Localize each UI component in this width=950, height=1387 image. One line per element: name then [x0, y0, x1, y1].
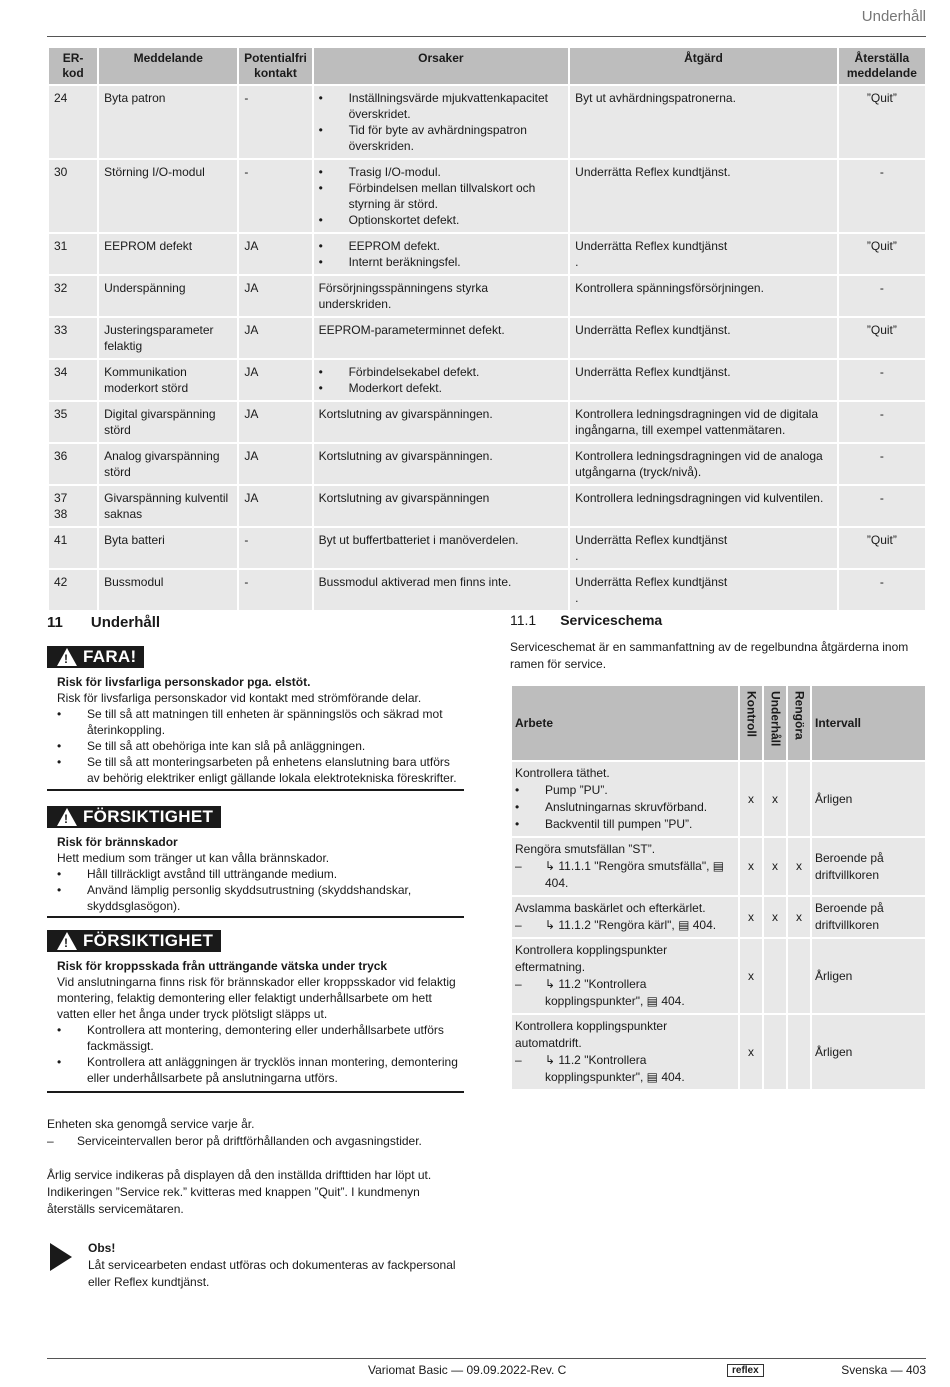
warning-title: Risk för brännskador: [57, 835, 178, 849]
cause-item: • EEPROM defekt.: [318, 239, 440, 253]
task-line: Kontrollera täthet.: [515, 766, 610, 780]
task-line: Kontrollera kopplingspunkter eftermatning.: [515, 943, 668, 974]
error-code-table: [47, 46, 927, 612]
table-row: [512, 897, 925, 937]
underhall-mark: x: [764, 762, 786, 836]
kontroll-mark: x: [740, 939, 762, 1013]
col-header-er-kod: ER-kod: [49, 48, 97, 84]
cause-text: Kortslutning av givarspänningen.: [318, 449, 493, 463]
warning-triangle-icon: !: [57, 932, 77, 950]
service-paragraph-1: Enheten ska genomgå service varje år.: [47, 1117, 255, 1131]
er-contact: JA: [239, 402, 311, 442]
subsection-title: Serviceschema: [560, 612, 663, 628]
er-reset: -: [839, 402, 925, 442]
er-code-cell: [49, 528, 97, 568]
table-row: [512, 939, 925, 1013]
er-code-cell: [49, 318, 97, 358]
er-causes: [314, 444, 569, 484]
warning-end-line: [47, 789, 464, 791]
footer-page: Svenska — 403: [841, 1363, 926, 1377]
task-cell: [512, 897, 738, 937]
cause-item: • Moderkort defekt.: [318, 381, 442, 395]
er-message: Justeringsparameter felaktig: [99, 318, 237, 358]
cause-item: • Förbindelsen mellan tillvalskort och styrning är störd.: [318, 181, 536, 211]
service-item: Serviceintervallen beror på driftförhållanden och avgasningstider.: [77, 1134, 422, 1148]
er-code: 33: [54, 323, 68, 337]
er-reset: ”Quit”: [839, 86, 925, 158]
service-schedule-intro: Serviceschemat är en sammanfattning av de regelbundna åtgärderna inom ramen för service.: [510, 640, 909, 671]
task-line: Rengöra smutsfällan ”ST”.: [515, 842, 656, 856]
er-action: [570, 444, 837, 484]
cause-item: • Inställningsvärde mjukvattenkapacitet överskridet.: [318, 91, 549, 121]
task-line: – ↳ 11.1.2 "Rengöra kärl", ▤ 404.: [515, 918, 717, 932]
rengora-mark: [788, 939, 810, 1013]
rengora-mark: x: [788, 897, 810, 937]
table-row: [512, 838, 925, 895]
col-header-meddelande: Meddelande: [99, 48, 237, 84]
warning-text: Vid anslutningarna finns risk för brännskador eller kroppsskador vid felaktig montering, felaktig demontering eller felaktigt underhållsarbete om hett vatten eller het ånga under tryck plötsligt släpps ut.: [57, 975, 456, 1021]
er-reset: -: [839, 486, 925, 526]
header-title: Underhåll: [861, 8, 926, 25]
er-message: Kommunikation moderkort störd: [99, 360, 237, 400]
section-11-1-heading: [510, 612, 662, 628]
cause-text: Kortslutning av givarspänningen: [318, 491, 490, 505]
er-code: 35: [54, 407, 68, 421]
cause-item: • Optionskortet defekt.: [318, 213, 460, 227]
er-contact: JA: [239, 318, 311, 358]
cause-item: • Förbindelsekabel defekt.: [318, 365, 480, 379]
table-row: [49, 402, 925, 442]
er-causes: [314, 234, 569, 274]
er-contact: JA: [239, 234, 311, 274]
col-header-aterstalla: Återställa meddelande: [839, 48, 925, 84]
action-text: Underrätta Reflex kundtjänst.: [575, 365, 731, 379]
task-cell: [512, 762, 738, 836]
error-table-header-row: [49, 48, 925, 84]
warning-block: [47, 806, 464, 914]
service-text: Enheten ska genomgå service varje år. – Serviceintervallen beror på driftförhållanden och avgasningstider. Årlig service indikeras på displayen då den inställda drifttiden har löpt ut. Indikeringen ”Service rek.” kvitteras med knappen ”Quit”. I kundmenyn återställs servicemätaren.: [47, 1116, 467, 1218]
er-action: [570, 528, 837, 568]
er-message: Underspänning: [99, 276, 237, 316]
warning-label: ! FÖRSIKTIGHET: [47, 806, 221, 828]
footer-doc: Variomat Basic — 09.09.2022-Rev. C: [368, 1363, 567, 1377]
action-text: Kontrollera ledningsdragningen vid de digitala ingångarna, till exempel vattenmätaren.: [575, 407, 818, 437]
er-code-cell: [49, 486, 97, 526]
er-message: Byta batteri: [99, 528, 237, 568]
warning-triangle-icon: !: [57, 648, 77, 666]
er-contact: -: [239, 528, 311, 568]
kontroll-mark: x: [740, 897, 762, 937]
er-contact: -: [239, 160, 311, 232]
warning-end-line: [47, 1091, 464, 1093]
col-header-kontroll: Kontroll: [740, 686, 762, 760]
table-row: [512, 1015, 925, 1089]
table-row: [512, 762, 925, 836]
er-reset: -: [839, 160, 925, 232]
note-title: Obs!: [88, 1241, 116, 1255]
er-code: 34: [54, 365, 68, 379]
cause-text: Bussmodul aktiverad men finns inte.: [318, 575, 512, 589]
note-arrow-icon: [50, 1243, 72, 1271]
er-action: [570, 86, 837, 158]
warning-title: Risk för livsfarliga personskador pga. elstöt.: [57, 675, 311, 689]
col-header-kontakt: Potentialfri kontakt: [239, 48, 311, 84]
task-line: Kontrollera kopplingspunkter automatdrift.: [515, 1019, 668, 1050]
warning-item: • Håll tillräckligt avstånd till utträngande medium.: [57, 867, 338, 881]
er-causes: [314, 570, 569, 610]
warning-item: • Kontrollera att montering, demontering eller underhållsarbete utförs fackmässigt.: [57, 1023, 444, 1053]
er-causes: [314, 160, 569, 232]
er-code: 36: [54, 449, 68, 463]
er-reset: ”Quit”: [839, 234, 925, 274]
col-header-underhall: Underhåll: [764, 686, 786, 760]
action-text: Underrätta Reflex kundtjänst.: [575, 165, 731, 179]
header-divider: [47, 36, 926, 37]
er-code-cell: [49, 276, 97, 316]
er-reset: ”Quit”: [839, 528, 925, 568]
underhall-mark: x: [764, 897, 786, 937]
warning-item: • Kontrollera att anläggningen är trycklös innan montering, demontering eller underhållsarbete på anslutningarna utförs.: [57, 1055, 458, 1085]
cause-item: • Trasig I/O-modul.: [318, 165, 441, 179]
er-action: [570, 234, 837, 274]
table-row: [49, 360, 925, 400]
warning-item: • Se till så att monteringsarbeten på enhetens elanslutning bara utförs av behörig elektriker enligt gällande lokala elektrotekniska föreskrifter.: [57, 755, 457, 785]
er-action: [570, 402, 837, 442]
er-action: [570, 276, 837, 316]
interval: Årligen: [812, 1015, 925, 1089]
underhall-mark: [764, 939, 786, 1013]
cause-text: Byt ut buffertbatteriet i manöverdelen.: [318, 533, 519, 547]
task-line: Avslamma baskärlet och efterkärlet.: [515, 901, 706, 915]
er-code: 42: [54, 575, 68, 589]
warning-item: • Använd lämplig personlig skyddsutrustning (skyddshandskar, skyddsglasögon).: [57, 883, 412, 913]
er-contact: -: [239, 86, 311, 158]
action-text-2: .: [575, 549, 579, 563]
er-reset: -: [839, 276, 925, 316]
er-message: Digital givarspänning störd: [99, 402, 237, 442]
task-cell: [512, 939, 738, 1013]
action-text: Underrätta Reflex kundtjänst: [575, 239, 728, 253]
er-action: [570, 570, 837, 610]
warning-item: • Se till så att matningen till enheten är spänningslös och säkrad mot återinkoppling.: [57, 707, 443, 737]
er-code: 30: [54, 165, 68, 179]
er-code-2: 38: [54, 507, 68, 521]
action-text-2: .: [575, 255, 579, 269]
er-message: Störning I/O-modul: [99, 160, 237, 232]
warning-label: ! FARA!: [47, 646, 144, 668]
section-title: Underhåll: [90, 614, 161, 631]
rengora-mark: [788, 762, 810, 836]
task-line: • Pump ”PU”.: [515, 783, 608, 797]
er-reset: -: [839, 570, 925, 610]
service-schedule-table: [510, 684, 927, 1091]
er-action: [570, 318, 837, 358]
er-causes: [314, 360, 569, 400]
warning-label: ! FÖRSIKTIGHET: [47, 930, 221, 952]
action-text: Kontrollera ledningsdragningen vid de analoga utgångarna (tryck/nivå).: [575, 449, 823, 479]
table-row: [49, 160, 925, 232]
interval: Årligen: [812, 762, 925, 836]
col-header-atgard: Åtgärd: [570, 48, 837, 84]
er-code-cell: [49, 444, 97, 484]
er-action: [570, 360, 837, 400]
er-code-cell: [49, 402, 97, 442]
service-table-header-row: [512, 686, 925, 760]
table-row: [49, 318, 925, 358]
er-contact: -: [239, 570, 311, 610]
section-number: 11: [47, 614, 63, 631]
col-header-intervall: Intervall: [812, 686, 925, 760]
section-11-heading: [47, 614, 160, 631]
er-action: [570, 486, 837, 526]
warning-block: [47, 930, 464, 1086]
er-code-cell: [49, 86, 97, 158]
col-header-rengora: Rengöra: [788, 686, 810, 760]
cause-text: Försörjningsspänningens styrka underskriden.: [318, 281, 488, 311]
interval: Årligen: [812, 939, 925, 1013]
cause-item: • Internt beräkningsfel.: [318, 255, 461, 269]
warning-text: Risk för livsfarliga personskador vid kontakt med strömförande delar.: [57, 691, 422, 705]
task-line: – ↳ 11.2 "Kontrollera kopplingspunkter", ▤ 404.: [515, 1053, 685, 1084]
er-causes: [314, 486, 569, 526]
action-text: Kontrollera spänningsförsörjningen.: [575, 281, 764, 295]
er-code-cell: [49, 160, 97, 232]
er-code: 41: [54, 533, 68, 547]
task-line: – ↳ 11.2 "Kontrollera kopplingspunkter", ▤ 404.: [515, 977, 685, 1008]
task-line: • Anslutningarnas skruvförband.: [515, 800, 708, 814]
table-row: [49, 234, 925, 274]
action-text: Byt ut avhärdningspatronerna.: [575, 91, 736, 105]
action-text: Underrätta Reflex kundtjänst: [575, 533, 728, 547]
er-causes: [314, 402, 569, 442]
er-message: Byta patron: [99, 86, 237, 158]
task-cell: [512, 838, 738, 895]
cause-item: • Tid för byte av avhärdningspatron överskriden.: [318, 123, 527, 153]
cause-text: EEPROM-parameterminnet defekt.: [318, 323, 505, 337]
er-code-cell: [49, 234, 97, 274]
table-row: [49, 444, 925, 484]
er-contact: JA: [239, 444, 311, 484]
er-causes: [314, 528, 569, 568]
er-causes: [314, 276, 569, 316]
cause-text: Kortslutning av givarspänningen.: [318, 407, 493, 421]
subsection-number: 11.1: [510, 612, 537, 628]
er-contact: JA: [239, 486, 311, 526]
er-reset: -: [839, 444, 925, 484]
kontroll-mark: x: [740, 838, 762, 895]
er-code-cell: [49, 360, 97, 400]
er-reset: ”Quit”: [839, 318, 925, 358]
interval: Beroende på driftvillkoren: [812, 897, 925, 937]
er-causes: [314, 86, 569, 158]
kontroll-mark: x: [740, 1015, 762, 1089]
er-reset: -: [839, 360, 925, 400]
er-action: [570, 160, 837, 232]
warning-title: Risk för kroppsskada från utträngande vätska under tryck: [57, 959, 388, 973]
rengora-mark: [788, 1015, 810, 1089]
warning-end-line: [47, 916, 464, 918]
note-box: [50, 1240, 470, 1291]
action-text-2: .: [575, 591, 579, 605]
er-message: EEPROM defekt: [99, 234, 237, 274]
er-code: 37: [54, 491, 68, 505]
table-row: [49, 276, 925, 316]
task-line: • Backventil till pumpen ”PU”.: [515, 817, 693, 831]
underhall-mark: x: [764, 838, 786, 895]
er-contact: JA: [239, 276, 311, 316]
interval: Beroende på driftvillkoren: [812, 838, 925, 895]
service-paragraph-2: Årlig service indikeras på displayen då den inställda drifttiden har löpt ut. Indikeringen ”Service rek.” kvitteras med knappen ”Quit”. I kundmenyn återställs servicemätaren.: [47, 1168, 432, 1216]
action-text: Underrätta Reflex kundtjänst.: [575, 323, 731, 337]
warning-block: [47, 646, 464, 786]
col-header-orsaker: Orsaker: [314, 48, 569, 84]
task-cell: [512, 1015, 738, 1089]
table-row: [49, 570, 925, 610]
reflex-logo: reflex: [727, 1364, 764, 1377]
er-message: Givarspänning kulventil saknas: [99, 486, 237, 526]
col-header-arbete: Arbete: [512, 686, 738, 760]
rengora-mark: x: [788, 838, 810, 895]
table-row: [49, 528, 925, 568]
action-text: Underrätta Reflex kundtjänst: [575, 575, 728, 589]
er-message: Analog givarspänning störd: [99, 444, 237, 484]
task-line: – ↳ 11.1.1 "Rengöra smutsfälla", ▤ 404.: [515, 859, 725, 890]
er-code: 31: [54, 239, 68, 253]
note-text: Låt servicearbeten endast utföras och dokumenteras av fackpersonal eller Reflex kundtjänst.: [88, 1258, 456, 1289]
warning-triangle-icon: !: [57, 808, 77, 826]
underhall-mark: [764, 1015, 786, 1089]
kontroll-mark: x: [740, 762, 762, 836]
action-text: Kontrollera ledningsdragningen vid kulventilen.: [575, 491, 824, 505]
warning-item: • Se till så att obehöriga inte kan slå på anläggningen.: [57, 739, 366, 753]
table-row: [49, 486, 925, 526]
table-row: [49, 86, 925, 158]
warning-text: Hett medium som tränger ut kan vålla brännskador.: [57, 851, 330, 865]
er-message: Bussmodul: [99, 570, 237, 610]
er-code: 24: [54, 91, 68, 105]
er-code-cell: [49, 570, 97, 610]
er-contact: JA: [239, 360, 311, 400]
footer-divider: [47, 1358, 926, 1359]
er-causes: [314, 318, 569, 358]
er-code: 32: [54, 281, 68, 295]
